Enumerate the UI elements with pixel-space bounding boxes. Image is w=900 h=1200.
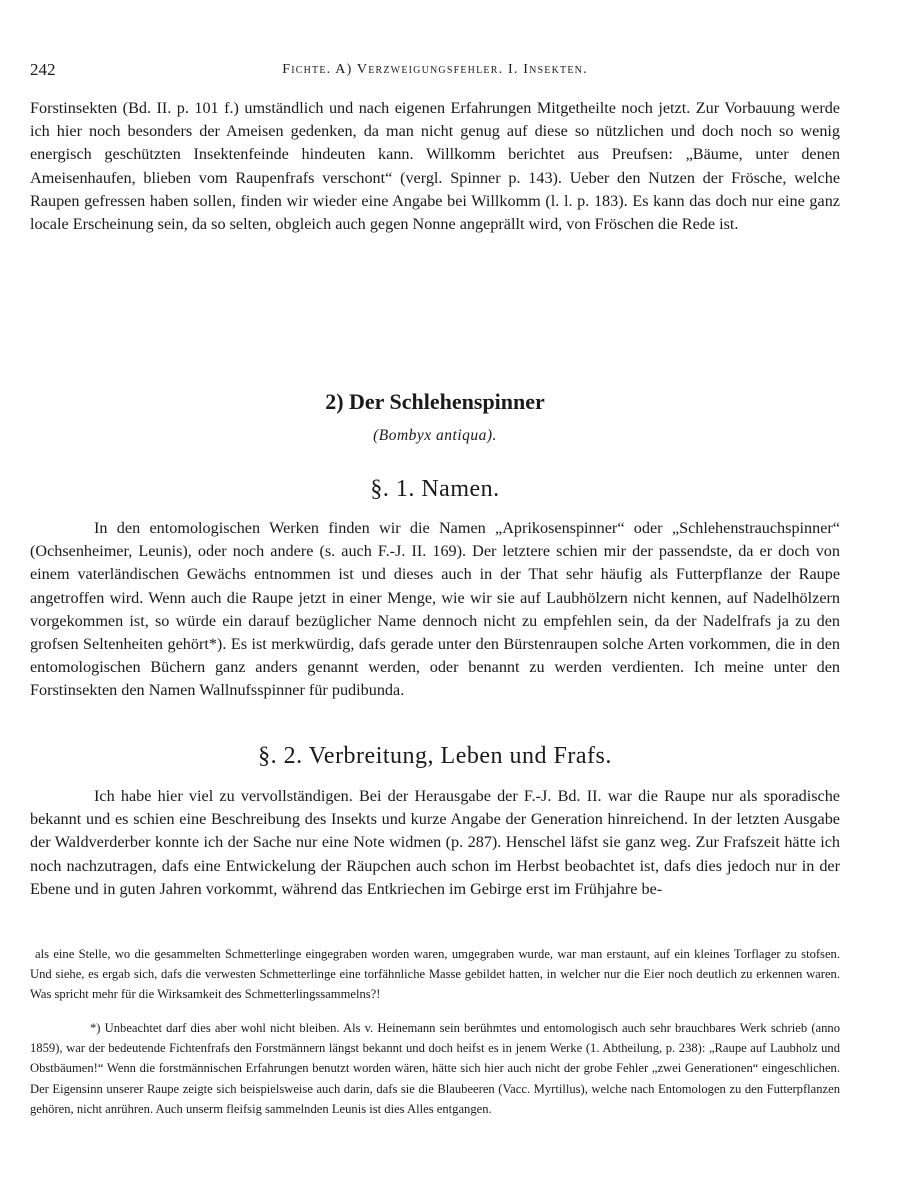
section-1-block (30, 517, 840, 703)
footnote-star-block (30, 1018, 840, 1119)
section-2-paragraph: Ich habe hier viel zu vervollständigen. Bei der Herausgabe der F.-J. Bd. II. war die Raupe nur als sporadische bekannt und es schien eine Beschreibung des Insekts und kurze Angabe der Generation hinreichend. In der letzten Ausgabe der Waldverderber konnte ich der Sache nur eine Note widmen (p. 287). Henschel läfst sie ganz weg. Zur Frafszeit hätte ich noch nachzutragen, dafs eine Entwickelung der Räupchen auch schon im Herbst beobachtet ist, dafs dies jedoch nur in der Ebene und in guten Jahren vorkommt, während das Entkriechen im Gebirge erst im Frühjahre be- (30, 787, 840, 898)
chapter-title: 2) Der Schlehenspinner (325, 389, 545, 414)
footnote-star: *) Unbeachtet darf dies aber wohl nicht bleiben. Als v. Heinemann sein berühmtes und entomologisch auch sehr brauchbares Werk schrieb (anno 1859), war der bedeutende Fichtenfrafs den Forstmännern längst bekannt und doch heifst es in jenem Werke (1. Abtheilung, p. 238): „Raupe auf Laubholz und Obstbäumen!“ Wenn die forstmännischen Erfahrungen benutzt worden wären, hätte sich hier auch nicht der grobe Fehler „zwei Generationen“ eingeschlichen. Der Eigensinn unserer Raupe zeigte sich beispielsweise auch darin, dafs sie die Blaubeeren (Vacc. Myrtillus), welche nach Entomologen zu den Futterpflanzen gehören, nicht anrühren. Auch unserm fleifsig sammelnden Leunis ist dies Alles entgangen. (30, 1021, 840, 1116)
page-number: 242 (30, 60, 56, 79)
top-paragraph-block (30, 97, 840, 236)
top-paragraph: Forstinsekten (Bd. II. p. 101 f.) umständlich und nach eigenen Erfahrungen Mitgetheilte noch jetzt. Zur Vorbauung werde ich hier noch besonders der Ameisen gedenken, da man nicht genug auf diese so nützlichen und doch noch so wenig energisch geschützten Insektenfeinde hindeuten kann. Willkomm berichtet aus Preufsen: „Bäume, unter denen Ameisenhaufen, blieben vom Raupenfrafs verschont“ (vergl. Spinner p. 143). Ueber den Nutzen der Frösche, welche Raupen gefressen haben sollen, finden wir wieder eine Angabe bei Willkomm (l. l. p. 183). Es kann das doch nur eine ganz locale Erscheinung sein, da so selten, obgleich auch gegen Nonne angeprällt wird, von Fröschen die Rede ist. (30, 99, 840, 234)
section-1-paragraph: In den entomologischen Werken finden wir die Namen „Aprikosenspinner“ oder „Schlehenstrauchspinner“ (Ochsenheimer, Leunis), oder noch andere (s. auch F.-J. II. 169). Der letztere schien mir der passendste, da er doch von einem vaterländischen Gewächs entnommen ist und dieses auch in der That sehr häufig als Futterpflanze der Raupe angetroffen wird. Wenn auch die Raupe jetzt in einer Menge, wie wir sie auf Laubhölzern nicht kennen, auf Nadelhölzern vorgekommen ist, so würde ein darauf bezüglicher Name dennoch nicht zu empfehlen sein, da der Nadelfrafs ja zu den grofsen Seltenheiten gehört*). Es ist merkwürdig, dafs gerade unter den Bürstenraupen solche Arten vorkommen, die in den entomologischen Büchern ganz anders genannt werden, oder benannt zu werden verdienten. Ich meine unter den Forstinsekten den Namen Wallnufsspinner für pudibunda. (30, 519, 840, 700)
footnote-continued: als eine Stelle, wo die gesammelten Schmetterlinge eingegraben worden waren, umgegraben wurde, war man erstaunt, auf ein kleines Torflager zu stofsen. Und siehe, es ergab sich, dafs die verwesten Schmetterlinge eine torfähnliche Masse gebildet hatten, in welcher nur die Eier noch deutlich zu erkennen waren. Was spricht mehr für die Wirksamkeit des Schmetterlingssammelns?! (30, 947, 840, 1002)
footnote-continued-block (30, 944, 840, 1005)
running-head (30, 60, 840, 82)
section-2-heading: §. 2. Verbreitung, Leben und Frafs. (258, 743, 612, 769)
section-1-heading: §. 1. Namen. (370, 476, 500, 502)
running-title: Fichte. A) Verzweigungsfehler. I. Insekten. (282, 62, 588, 77)
chapter-subtitle: (Bombyx antiqua). (373, 427, 497, 444)
section-2-block (30, 785, 840, 901)
